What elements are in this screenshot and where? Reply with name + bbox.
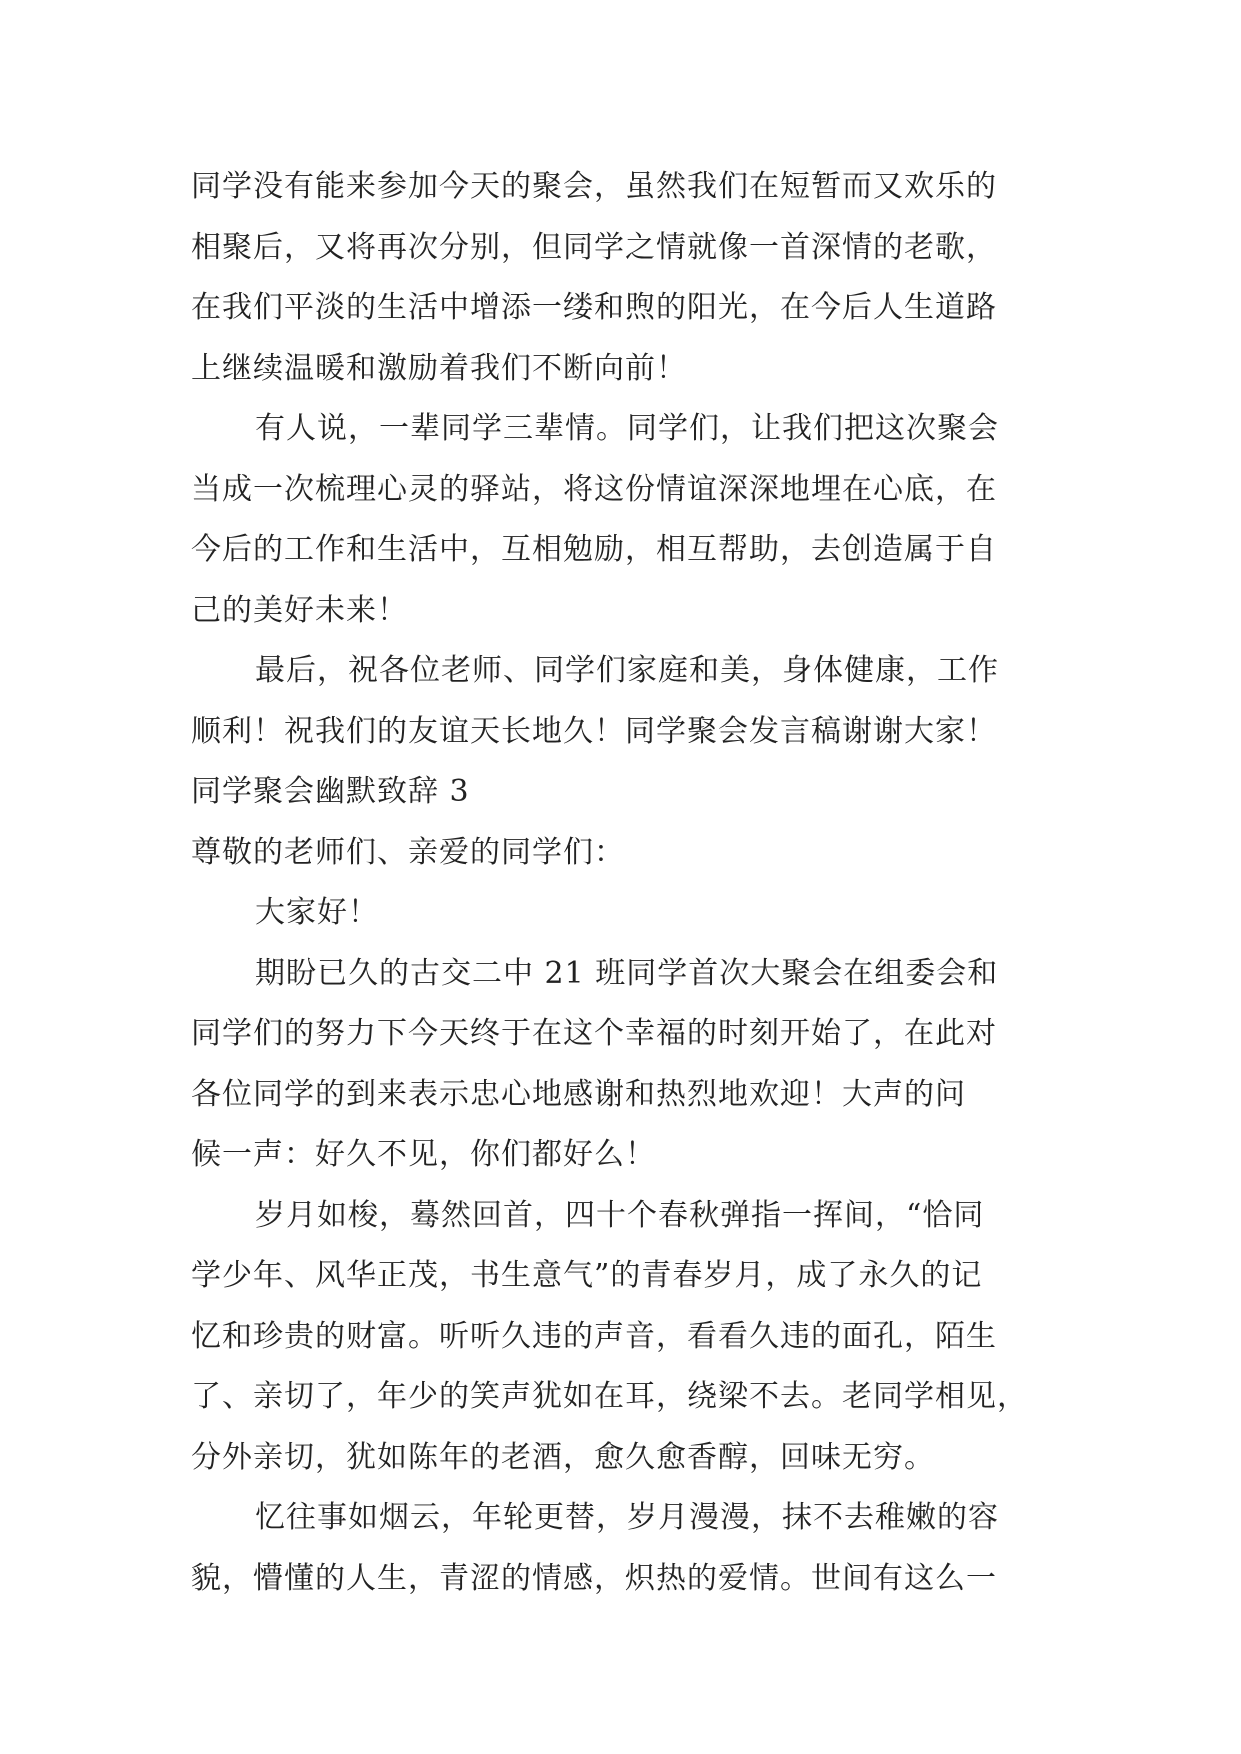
text-line: 了、亲切了，年少的笑声犹如在耳，绕梁不去。老同学相见， — [191, 1379, 1028, 1414]
text-line: 相聚后，又将再次分别，但同学之情就像一首深情的老歌， — [191, 229, 997, 265]
text-line: 貌，懵懂的人生，青涩的情感，炽热的爱情。世间有这么一 — [191, 1560, 997, 1596]
section-heading: 同学聚会幽默致辞 3 — [191, 774, 470, 809]
document-body — [191, 157, 1071, 1609]
text-line: 同学没有能来参加今天的聚会，虽然我们在短暂而又欢乐的 — [191, 169, 997, 204]
paragraph-start-line: 期盼已久的古交二中 21 班同学首次大聚会在组委会和 — [255, 955, 999, 991]
text-line: 学少年、风华正茂，书生意气”的青春岁月，成了永久的记 — [191, 1258, 983, 1293]
text-line: 己的美好未来！ — [191, 592, 408, 628]
greeting: 大家好！ — [255, 895, 379, 930]
text-line: 顺利！祝我们的友谊天长地久！同学聚会发言稿谢谢大家！ — [191, 713, 997, 749]
text-line: 忆和珍贵的财富。听听久违的声音，看看久违的面孔，陌生 — [191, 1318, 997, 1354]
paragraph-start-line: 最后，祝各位老师、同学们家庭和美，身体健康，工作 — [255, 653, 999, 688]
paragraph-start-line: 有人说，一辈同学三辈情。同学们，让我们把这次聚会 — [255, 411, 999, 446]
text-line: 分外亲切，犹如陈年的老酒，愈久愈香醇，回味无穷。 — [191, 1439, 935, 1475]
text-line: 各位同学的到来表示忠心地感谢和热烈地欢迎！大声的问 — [191, 1076, 966, 1112]
salutation: 尊敬的老师们、亲爱的同学们： — [191, 834, 625, 870]
paragraph-start-line: 忆往事如烟云，年轮更替，岁月漫漫，抹不去稚嫩的容 — [255, 1500, 999, 1535]
text-line: 同学们的努力下今天终于在这个幸福的时刻开始了，在此对 — [191, 1016, 997, 1051]
text-line: 在我们平淡的生活中增添一缕和煦的阳光，在今后人生道路 — [191, 290, 997, 325]
text-line: 今后的工作和生活中，互相勉励，相互帮助，去创造属于自 — [191, 532, 997, 567]
text-line: 上继续温暖和激励着我们不断向前！ — [191, 350, 687, 386]
paragraph-start-line: 岁月如梭，蓦然回首，四十个春秋弹指一挥间，“恰同 — [255, 1197, 985, 1233]
text-line: 当成一次梳理心灵的驿站，将这份情谊深深地埋在心底，在 — [191, 471, 997, 507]
text-line: 候一声：好久不见，你们都好么！ — [191, 1137, 656, 1172]
